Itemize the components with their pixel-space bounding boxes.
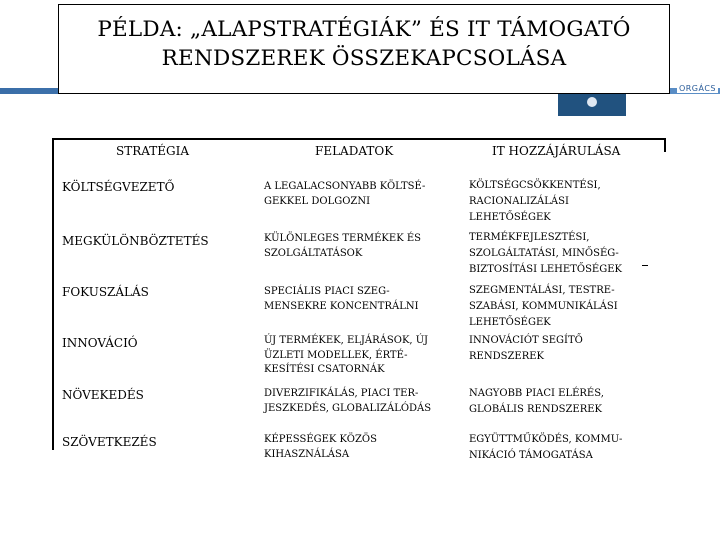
logo-mark-icon	[587, 97, 597, 107]
row-strategy: KÖLTSÉGVEZETŐ	[62, 180, 175, 194]
slide-title	[58, 4, 670, 94]
title-line-1: PÉLDA: „ALAPSTRATÉGIÁK” ÉS IT TÁMOGATÓ	[97, 17, 631, 42]
header-it: IT HOZZÁJÁRULÁSA	[492, 144, 621, 158]
header-tasks: FELADATOK	[315, 144, 394, 158]
row-it: INNOVÁCIÓT SEGÍTŐ RENDSZEREK	[469, 335, 583, 362]
title-line-2: RENDSZEREK ÖSSZEKAPCSOLÁSA	[161, 46, 567, 71]
row-it: KÖLTSÉGCSÖKKENTÉSI, RACIONALIZÁLÁSI LEHETŐSÉGEK	[469, 180, 601, 223]
row-strategy: NÖVEKEDÉS	[62, 388, 144, 402]
row-it: TERMÉKFEJLESZTÉSI, SZOLGÁLTATÁSI, MINŐSÉG- BIZTOSÍTÁSI LEHETŐSÉGEK	[469, 232, 622, 275]
row-strategy: INNOVÁCIÓ	[62, 336, 138, 350]
row-it: SZEGMENTÁLÁSI, TESTRE- SZABÁSI, KOMMUNIKÁLÁSI LEHETŐSÉGEK	[469, 285, 618, 328]
row-strategy: SZÖVETKEZÉS	[62, 435, 157, 449]
row-tasks: ÚJ TERMÉKEK, ELJÁRÁSOK, ÚJ ÜZLETI MODELLEK, ÉRTÉ- KESÍTÉSI CSATORNÁK	[264, 335, 428, 375]
row-tasks: SPECIÁLIS PIACI SZEG- MENSEKRE KONCENTRÁLNI	[264, 286, 419, 312]
row-strategy: FOKUSZÁLÁS	[62, 285, 149, 299]
row-tasks: A LEGALACSONYABB KÖLTSÉ- GEKKEL DOLGOZNI	[264, 181, 426, 207]
header-strategy: STRATÉGIA	[116, 144, 190, 158]
row-tasks: KÉPESSÉGEK KÖZÖS KIHASZNÁLÁSA	[264, 434, 377, 460]
row-tasks: DIVERZIFIKÁLÁS, PIACI TER- JESZKEDÉS, GLOBALIZÁLÓDÁS	[264, 388, 432, 414]
table-right-edge	[664, 138, 666, 152]
row-it: EGYÜTTMŰKÖDÉS, KOMMU- NIKÁCIÓ TÁMOGATÁSA	[469, 434, 623, 461]
row-strategy: MEGKÜLÖNBÖZTETÉS	[62, 234, 209, 248]
row-it: NAGYOBB PIACI ELÉRÉS, GLOBÁLIS RENDSZEREK	[469, 388, 604, 415]
table-edge-mark	[642, 265, 648, 266]
brand-text: ORGÁCS	[678, 84, 716, 93]
row-tasks: KÜLÖNLEGES TERMÉKEK ÉS SZOLGÁLTATÁSOK	[264, 233, 421, 259]
